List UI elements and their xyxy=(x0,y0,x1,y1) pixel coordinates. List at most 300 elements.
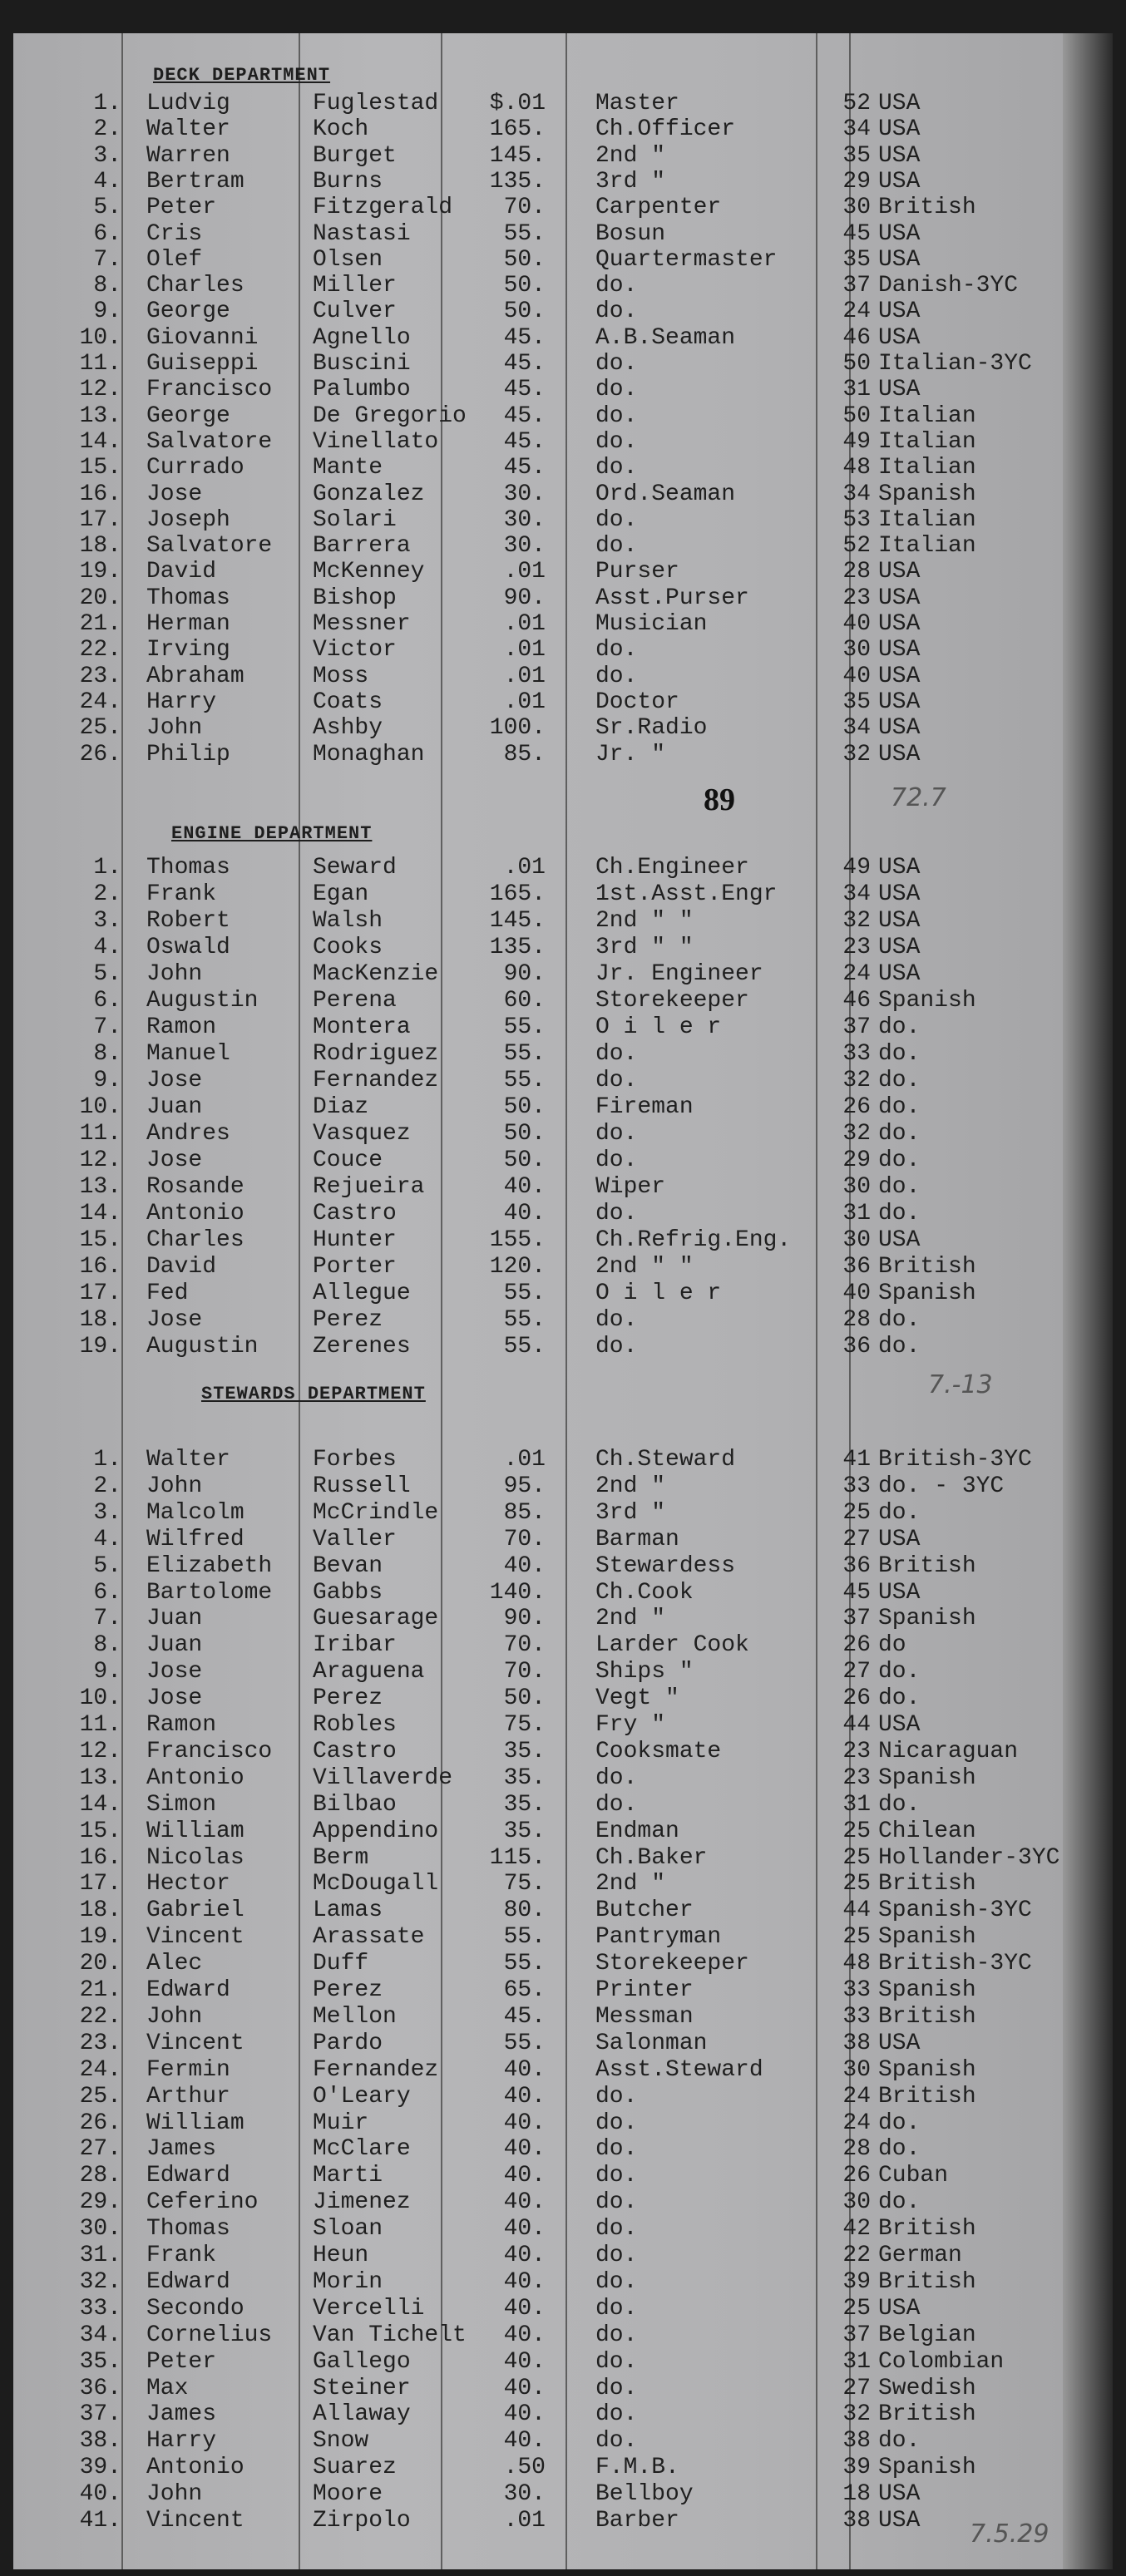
last-name: Berm xyxy=(313,1844,369,1871)
last-name: Cooks xyxy=(313,935,383,960)
nationality: Spanish xyxy=(878,1606,976,1632)
wage: 40. xyxy=(503,2243,546,2268)
wage: 70. xyxy=(503,1659,546,1685)
crew-row xyxy=(13,247,1063,274)
wage: 40. xyxy=(503,2189,546,2216)
entry-number: 8. xyxy=(93,1632,121,1659)
wage: 90. xyxy=(503,1606,546,1632)
nationality: British xyxy=(878,2268,976,2295)
rank: 3rd " xyxy=(595,168,666,195)
first-name: Thomas xyxy=(146,585,230,611)
age: 46 xyxy=(842,324,871,351)
last-name: De Gregorio xyxy=(313,402,467,429)
entry-number: 11. xyxy=(79,1121,121,1147)
rank: 3rd " xyxy=(595,1499,666,1526)
age: 32 xyxy=(842,1121,871,1147)
crew-row xyxy=(13,91,1063,117)
age: 31 xyxy=(842,1201,871,1226)
crew-row xyxy=(13,325,1063,352)
age: 40 xyxy=(842,611,871,637)
age: 28 xyxy=(842,2136,871,2163)
rank: do. xyxy=(595,1764,638,1791)
first-name: Walter xyxy=(146,116,230,143)
last-name: Fuglestad xyxy=(313,91,439,116)
crew-row xyxy=(13,908,1063,935)
wage: 55. xyxy=(503,1041,546,1067)
nationality: USA xyxy=(878,2508,921,2534)
age: 24 xyxy=(842,2083,871,2110)
pencil-note: 7.-13 xyxy=(928,1370,993,1399)
first-name: Andres xyxy=(146,1121,230,1147)
last-name: Montera xyxy=(313,1014,411,1040)
crew-row xyxy=(13,2269,1063,2296)
last-name: Diaz xyxy=(313,1094,369,1120)
first-name: Irving xyxy=(146,637,230,664)
rank: A.B.Seaman xyxy=(595,324,736,351)
nationality: Spanish xyxy=(878,1924,976,1951)
crew-row xyxy=(13,1792,1063,1818)
first-name: Edward xyxy=(146,2163,230,2189)
first-name: Oswald xyxy=(146,935,230,960)
crew-row xyxy=(13,2189,1063,2216)
crew-row xyxy=(13,1201,1063,1227)
crew-row xyxy=(13,1765,1063,1792)
age: 27 xyxy=(842,2375,871,2401)
rank: do. xyxy=(595,1147,638,1173)
age: 30 xyxy=(842,195,871,221)
age: 24 xyxy=(842,961,871,987)
wage: 45. xyxy=(503,455,546,481)
rank: Messman xyxy=(595,2003,694,2030)
nationality: do. xyxy=(878,2428,921,2455)
first-name: Ludvig xyxy=(146,91,230,116)
crew-row xyxy=(13,1281,1063,1307)
crew-row xyxy=(13,1500,1063,1527)
age: 42 xyxy=(842,2216,871,2243)
crew-row xyxy=(13,273,1063,299)
wage: 65. xyxy=(503,1977,546,2003)
rank: do. xyxy=(595,2401,638,2428)
entry-number: 19. xyxy=(79,1334,121,1360)
last-name: Appendino xyxy=(313,1818,439,1844)
wage: 155. xyxy=(489,1227,546,1253)
rank: Doctor xyxy=(595,688,679,715)
entry-number: 32. xyxy=(79,2268,121,2295)
rank: Fireman xyxy=(595,1094,694,1120)
last-name: Robles xyxy=(313,1712,397,1738)
entry-number: 19. xyxy=(79,1924,121,1951)
crew-row xyxy=(13,742,1063,768)
first-name: Charles xyxy=(146,273,244,299)
last-name: McClare xyxy=(313,2136,411,2163)
first-name: James xyxy=(146,2401,217,2428)
age: 31 xyxy=(842,2348,871,2375)
rank: do. xyxy=(595,533,638,560)
crew-row xyxy=(13,143,1063,170)
wage: 95. xyxy=(503,1473,546,1499)
nationality: British xyxy=(878,1254,976,1280)
crew-row xyxy=(13,1147,1063,1174)
first-name: Augustin xyxy=(146,988,259,1014)
entry-number: 22. xyxy=(79,2003,121,2030)
nationality: do. xyxy=(878,1659,921,1685)
age: 33 xyxy=(842,1473,871,1499)
age: 38 xyxy=(842,2508,871,2534)
last-name: Castro xyxy=(313,1201,397,1226)
wage: .01 xyxy=(503,559,546,585)
nationality: do. xyxy=(878,1147,921,1173)
wage: $.01 xyxy=(489,91,546,116)
wage: 40. xyxy=(503,2083,546,2110)
wage: 35. xyxy=(503,1791,546,1818)
rank: Quartermaster xyxy=(595,246,778,273)
crew-row xyxy=(13,2322,1063,2349)
last-name: Moss xyxy=(313,663,369,689)
crew-row xyxy=(13,1068,1063,1094)
nationality: Italian xyxy=(878,402,976,429)
entry-number: 40. xyxy=(79,2481,121,2508)
nationality: do. xyxy=(878,2110,921,2136)
last-name: Iribar xyxy=(313,1632,397,1659)
crew-row xyxy=(13,1818,1063,1845)
nationality: USA xyxy=(878,961,921,987)
first-name: Jose xyxy=(146,1307,203,1333)
age: 25 xyxy=(842,1924,871,1951)
entry-number: 18. xyxy=(79,533,121,560)
first-name: Guiseppi xyxy=(146,351,259,377)
entry-number: 28. xyxy=(79,2163,121,2189)
nationality: do. xyxy=(878,2189,921,2216)
crew-row xyxy=(13,351,1063,378)
first-name: John xyxy=(146,961,203,987)
crew-row xyxy=(13,299,1063,325)
rank: do. xyxy=(595,1307,638,1333)
rank: Ch.Baker xyxy=(595,1844,708,1871)
first-name: Ramon xyxy=(146,1712,217,1738)
wage: 55. xyxy=(503,1068,546,1093)
crew-row xyxy=(13,689,1063,716)
rank: 2nd " " xyxy=(595,1254,694,1280)
nationality: British xyxy=(878,2401,976,2428)
age: 36 xyxy=(842,1334,871,1360)
age: 25 xyxy=(842,1499,871,1526)
rank: Butcher xyxy=(595,1897,694,1924)
first-name: Edward xyxy=(146,2268,230,2295)
first-name: Antonio xyxy=(146,1201,244,1226)
entry-number: 15. xyxy=(79,455,121,481)
rank: do. xyxy=(595,1068,638,1093)
first-name: Peter xyxy=(146,195,217,221)
age: 40 xyxy=(842,663,871,689)
entry-number: 23. xyxy=(79,663,121,689)
entry-number: 15. xyxy=(79,1818,121,1844)
pencil-note: 72.7 xyxy=(891,783,946,812)
first-name: Abraham xyxy=(146,663,244,689)
entry-number: 24. xyxy=(79,688,121,715)
age: 29 xyxy=(842,168,871,195)
last-name: Rodriguez xyxy=(313,1041,439,1067)
first-name: William xyxy=(146,1818,244,1844)
wage: 165. xyxy=(489,116,546,143)
crew-row xyxy=(13,1897,1063,1924)
wage: 135. xyxy=(489,168,546,195)
last-name: Zirpolo xyxy=(313,2508,411,2534)
first-name: Secondo xyxy=(146,2295,244,2322)
age: 24 xyxy=(842,299,871,325)
wage: 100. xyxy=(489,715,546,742)
nationality: USA xyxy=(878,637,921,664)
first-name: Antonio xyxy=(146,2455,244,2481)
rank: do. xyxy=(595,455,638,481)
wage: 55. xyxy=(503,1924,546,1951)
rank: do. xyxy=(595,377,638,403)
age: 31 xyxy=(842,377,871,403)
rank: 3rd " " xyxy=(595,935,694,960)
first-name: Robert xyxy=(146,908,230,934)
rank: do. xyxy=(595,299,638,325)
nationality: Spanish xyxy=(878,2455,976,2481)
last-name: McKenney xyxy=(313,559,425,585)
rank: Ch.Officer xyxy=(595,116,736,143)
entry-number: 16. xyxy=(79,1844,121,1871)
crew-row xyxy=(13,2216,1063,2243)
first-name: George xyxy=(146,299,230,325)
last-name: Walsh xyxy=(313,908,383,934)
first-name: Giovanni xyxy=(146,324,259,351)
wage: 45. xyxy=(503,324,546,351)
age: 50 xyxy=(842,402,871,429)
nationality: USA xyxy=(878,168,921,195)
entry-number: 22. xyxy=(79,637,121,664)
last-name: Guesarage xyxy=(313,1606,439,1632)
nationality: do. xyxy=(878,1499,921,1526)
rank: Wiper xyxy=(595,1174,666,1200)
age: 25 xyxy=(842,1844,871,1871)
age: 39 xyxy=(842,2268,871,2295)
last-name: Gonzalez xyxy=(313,481,425,507)
nationality: USA xyxy=(878,559,921,585)
wage: 85. xyxy=(503,1499,546,1526)
rank: Salonman xyxy=(595,2030,708,2056)
entry-number: 9. xyxy=(93,1659,121,1685)
nationality: USA xyxy=(878,935,921,960)
age: 32 xyxy=(842,2401,871,2428)
wage: 55. xyxy=(503,1307,546,1333)
crew-row xyxy=(13,2481,1063,2508)
last-name: Koch xyxy=(313,116,369,143)
wage: .50 xyxy=(503,2455,546,2481)
last-name: Monaghan xyxy=(313,741,425,767)
entry-number: 2. xyxy=(93,881,121,907)
rank: do. xyxy=(595,1791,638,1818)
entry-number: 7. xyxy=(93,1606,121,1632)
first-name: Peter xyxy=(146,2348,217,2375)
nationality: German xyxy=(878,2243,962,2268)
entry-number: 3. xyxy=(93,142,121,169)
age: 26 xyxy=(842,1632,871,1659)
wage: 30. xyxy=(503,506,546,533)
last-name: Porter xyxy=(313,1254,397,1280)
nationality: Spanish xyxy=(878,2056,976,2083)
wage: 45. xyxy=(503,2003,546,2030)
entry-number: 7. xyxy=(93,1014,121,1040)
first-name: Alec xyxy=(146,1951,203,1977)
rank: do. xyxy=(595,2243,638,2268)
age: 36 xyxy=(842,1254,871,1280)
nationality: Nicaraguan xyxy=(878,1738,1019,1764)
first-name: John xyxy=(146,2481,203,2508)
rank: do. xyxy=(595,1201,638,1226)
entry-number: 12. xyxy=(79,1147,121,1173)
nationality: Italian xyxy=(878,455,976,481)
crew-row xyxy=(13,1174,1063,1201)
entry-number: 8. xyxy=(93,273,121,299)
wage: 50. xyxy=(503,1685,546,1712)
last-name: Gabbs xyxy=(313,1579,383,1606)
rank: do. xyxy=(595,2189,638,2216)
age: 30 xyxy=(842,1174,871,1200)
age: 34 xyxy=(842,715,871,742)
entry-number: 21. xyxy=(79,1977,121,2003)
last-name: McDougall xyxy=(313,1871,439,1897)
rank: do. xyxy=(595,2110,638,2136)
wage: 90. xyxy=(503,585,546,611)
rank: Endman xyxy=(595,1818,679,1844)
rank: Bellboy xyxy=(595,2481,694,2508)
crew-row xyxy=(13,195,1063,221)
age: 27 xyxy=(842,1526,871,1552)
last-name: O'Leary xyxy=(313,2083,411,2110)
last-name: Perez xyxy=(313,1307,383,1333)
entry-number: 19. xyxy=(79,559,121,585)
nationality: Spanish xyxy=(878,481,976,507)
crew-row xyxy=(13,1845,1063,1872)
last-name: Arassate xyxy=(313,1924,425,1951)
age: 39 xyxy=(842,2455,871,2481)
crew-row xyxy=(13,1553,1063,1580)
rank: Barman xyxy=(595,1526,679,1552)
first-name: Manuel xyxy=(146,1041,230,1067)
wage: 40. xyxy=(503,2268,546,2295)
last-name: Snow xyxy=(313,2428,369,2455)
last-name: Agnello xyxy=(313,324,411,351)
age: 23 xyxy=(842,1738,871,1764)
wage: .01 xyxy=(503,611,546,637)
entry-number: 24. xyxy=(79,2056,121,2083)
nationality: do. xyxy=(878,1201,921,1226)
nationality: do. xyxy=(878,1041,921,1067)
nationality: British xyxy=(878,195,976,221)
wage: 30. xyxy=(503,533,546,560)
crew-row xyxy=(13,1632,1063,1659)
first-name: John xyxy=(146,1473,203,1499)
crew-row xyxy=(13,377,1063,403)
first-name: Juan xyxy=(146,1606,203,1632)
first-name: Bartolome xyxy=(146,1579,273,1606)
age: 48 xyxy=(842,1951,871,1977)
nationality: USA xyxy=(878,585,921,611)
wage: .01 xyxy=(503,688,546,715)
crew-row xyxy=(13,1227,1063,1254)
age: 22 xyxy=(842,2243,871,2268)
wage: 40. xyxy=(503,2163,546,2189)
nationality: Spanish xyxy=(878,988,976,1014)
entry-number: 29. xyxy=(79,2189,121,2216)
last-name: Olsen xyxy=(313,246,383,273)
rank: Stewardess xyxy=(595,1552,736,1579)
crew-row xyxy=(13,2110,1063,2137)
nationality: do. xyxy=(878,1791,921,1818)
entry-number: 11. xyxy=(79,1712,121,1738)
entry-number: 34. xyxy=(79,2322,121,2348)
crew-row xyxy=(13,988,1063,1014)
nationality: Belgian xyxy=(878,2322,976,2348)
last-name: Russell xyxy=(313,1473,411,1499)
rank: Jr. " xyxy=(595,741,666,767)
nationality: British xyxy=(878,1871,976,1897)
rank: do. xyxy=(595,663,638,689)
crew-row xyxy=(13,1307,1063,1334)
first-name: Joseph xyxy=(146,506,230,533)
last-name: Van Tichelt xyxy=(313,2322,467,2348)
crew-row xyxy=(13,169,1063,195)
nationality: Italian xyxy=(878,428,976,455)
entry-number: 6. xyxy=(93,988,121,1014)
nationality: USA xyxy=(878,299,921,325)
last-name: Valler xyxy=(313,1526,397,1552)
age: 28 xyxy=(842,559,871,585)
rank: do. xyxy=(595,2136,638,2163)
wage: 50. xyxy=(503,1121,546,1147)
age: 52 xyxy=(842,91,871,116)
age: 34 xyxy=(842,481,871,507)
wage: 55. xyxy=(503,1334,546,1360)
nationality: do. xyxy=(878,1068,921,1093)
nationality: British xyxy=(878,2003,976,2030)
first-name: Warren xyxy=(146,142,230,169)
first-name: John xyxy=(146,715,203,742)
rank: do. xyxy=(595,2428,638,2455)
first-name: John xyxy=(146,2003,203,2030)
rank: Storekeeper xyxy=(595,988,749,1014)
last-name: Perez xyxy=(313,1685,383,1712)
rank: do. xyxy=(595,2083,638,2110)
first-name: Herman xyxy=(146,611,230,637)
first-name: Gabriel xyxy=(146,1897,244,1924)
rank: do. xyxy=(595,273,638,299)
nationality: do. xyxy=(878,1685,921,1712)
wage: 45. xyxy=(503,351,546,377)
age: 50 xyxy=(842,351,871,377)
age: 26 xyxy=(842,1685,871,1712)
first-name: Jose xyxy=(146,1659,203,1685)
nationality: do. xyxy=(878,1014,921,1040)
entry-number: 11. xyxy=(79,351,121,377)
age: 25 xyxy=(842,2295,871,2322)
page-number: 89 xyxy=(704,782,735,817)
entry-number: 25. xyxy=(79,2083,121,2110)
age: 25 xyxy=(842,1818,871,1844)
last-name: Culver xyxy=(313,299,397,325)
rank: 2nd " xyxy=(595,1606,666,1632)
wage: 70. xyxy=(503,1632,546,1659)
wage: 50. xyxy=(503,299,546,325)
nationality: do xyxy=(878,1632,906,1659)
entry-number: 17. xyxy=(79,1281,121,1306)
engine-department-title: ENGINE DEPARTMENT xyxy=(171,823,373,844)
first-name: Olef xyxy=(146,246,203,273)
first-name: Harry xyxy=(146,2428,217,2455)
